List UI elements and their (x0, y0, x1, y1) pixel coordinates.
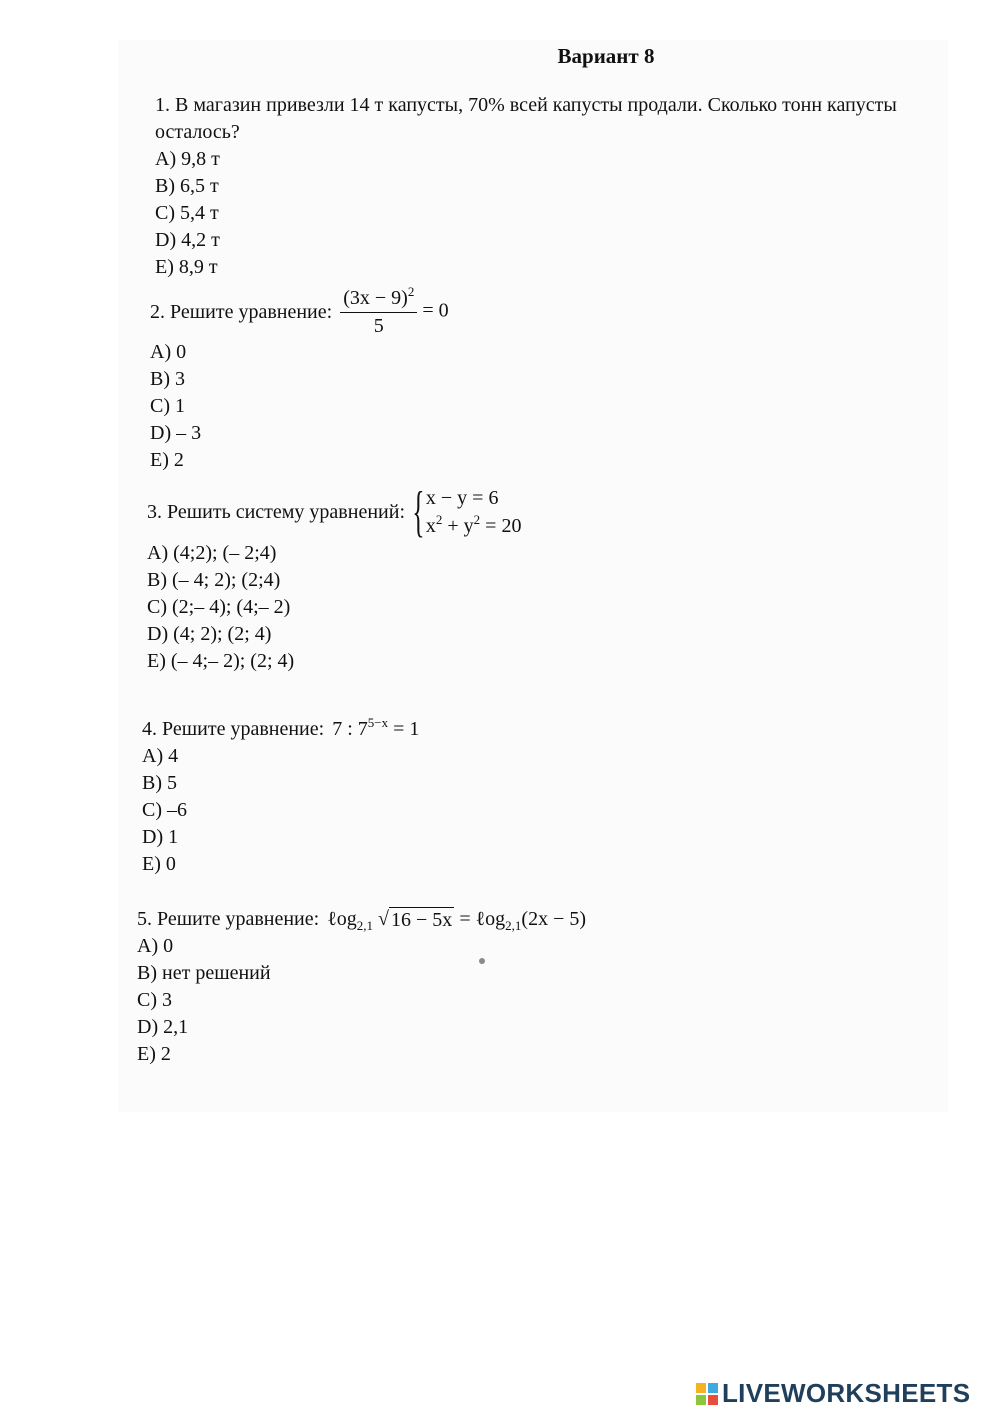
liveworksheets-logo (696, 1378, 970, 1409)
question-2-stem-row (150, 285, 449, 339)
logo-icon (696, 1383, 718, 1405)
question-4-option-d: D) 1 (142, 826, 179, 848)
page-title: Вариант 8 (557, 44, 655, 68)
question-4 (142, 716, 419, 878)
question-4-formula: 7 : $7^{5-x} = 1$ (332, 715, 420, 740)
question-4-option-e: E) 0 (142, 853, 176, 875)
question-3-option-c: C) (2;– 4); (4;– 2) (147, 596, 291, 618)
question-2-option-a: A) 0 (150, 341, 187, 363)
question-5-option-c: C) 3 (137, 989, 172, 1011)
logo-square-1 (696, 1383, 706, 1393)
question-2-option-e: E) 2 (150, 449, 184, 471)
question-2-stem: 2. Решите уравнение: (150, 300, 333, 323)
question-3-option-d: D) (4; 2); (2; 4) (147, 623, 272, 645)
question-2-option-b: B) 3 (150, 368, 185, 390)
question-1-option-c: C) 5,4 т (155, 202, 219, 224)
system-line-2: $x^2 + y^2 = 20$ (425, 512, 522, 537)
question-4-option-b: B) 5 (142, 772, 177, 794)
question-5-option-d: D) 2,1 (137, 1016, 189, 1038)
question-5 (137, 906, 586, 1068)
question-5-option-a: A) 0 (137, 935, 174, 957)
question-2-option-d: D) – 3 (150, 422, 202, 444)
system-brace: { (412, 481, 425, 543)
question-5-stem-row (137, 906, 586, 933)
question-3-option-e: E) (– 4;– 2); (2; 4) (147, 650, 295, 672)
question-4-option-a: A) 4 (142, 745, 179, 767)
question-5-stem: 5. Решите уравнение: (137, 908, 320, 930)
question-1-option-d: D) 4,2 т (155, 229, 220, 251)
question-2-formula (340, 285, 448, 339)
question-5-option-e: E) 2 (137, 1043, 171, 1065)
question-4-stem: 4. Решите уравнение: (142, 718, 325, 740)
question-5-option-b: B) нет решений (137, 962, 271, 984)
equation-rhs: = 0 (422, 299, 449, 322)
fraction-denominator: 5 (373, 315, 384, 337)
logo-text: LIVEWORKSHEETS (722, 1378, 971, 1408)
question-1-option-e: E) 8,9 т (155, 256, 218, 278)
fraction-numerator: $(3x - 9)^2$ (340, 285, 417, 313)
question-1 (155, 92, 955, 281)
question-4-option-c: C) –6 (142, 799, 187, 821)
question-1-stem: 1. В магазин привезли 14 т капусты, 70% всей капусты продали. Сколько тонн капусты осталось? (155, 94, 897, 143)
fraction (340, 285, 417, 339)
logo-square-4 (708, 1395, 718, 1405)
question-1-option-b: B) 6,5 т (155, 175, 219, 197)
question-3-formula (412, 481, 522, 543)
question-2-option-c: C) 1 (150, 395, 185, 417)
question-2 (150, 285, 449, 474)
logo-square-2 (708, 1383, 718, 1393)
question-3-option-b: B) (– 4; 2); (2;4) (147, 569, 281, 591)
logo-square-3 (696, 1395, 706, 1405)
question-3-stem: 3. Решить систему уравнений: (147, 500, 405, 523)
question-3-stem-row (147, 481, 522, 543)
scan-speck (479, 958, 485, 964)
system-line-1: x − y = 6 (425, 487, 499, 509)
question-4-stem-row (142, 716, 419, 743)
question-1-option-a: A) 9,8 т (155, 148, 220, 170)
question-5-formula: ℓog$_{2,1}$ √ 16 − 5x = ℓog$_{2,1}$(2x − 5) (327, 908, 587, 933)
square-root: √ 16 − 5x (378, 908, 453, 931)
question-3-option-a: A) (4;2); (– 2;4) (147, 542, 277, 564)
question-3 (147, 481, 522, 675)
